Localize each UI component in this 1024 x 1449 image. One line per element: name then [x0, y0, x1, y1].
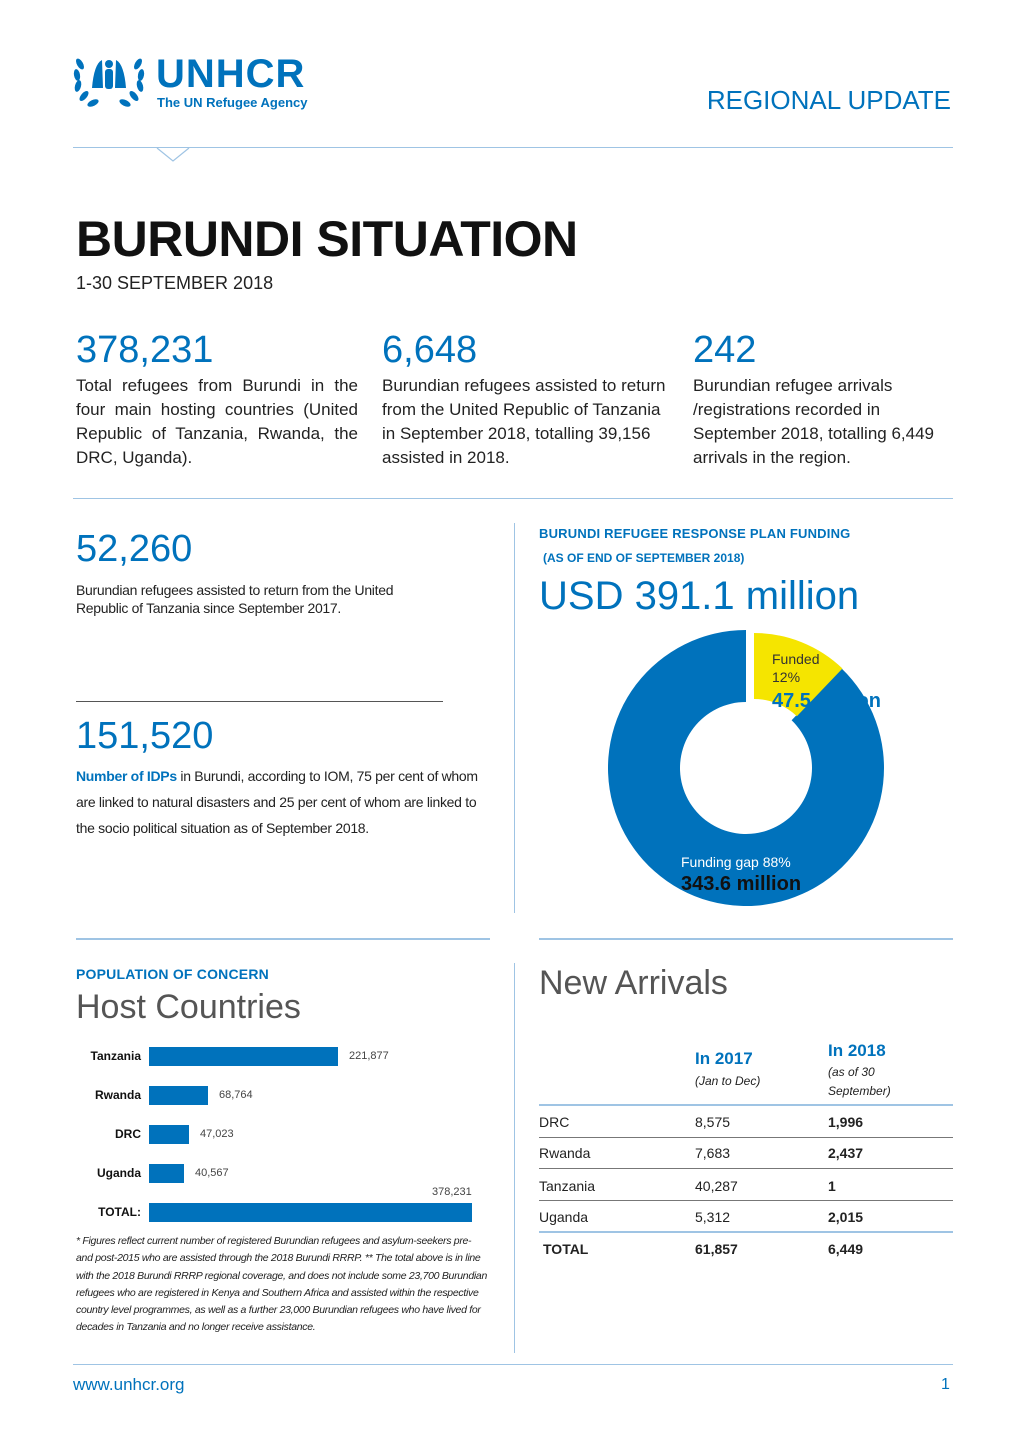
- gap-label: Funding gap 88%: [681, 854, 791, 870]
- funded-pct: 12%: [772, 669, 801, 685]
- returns-value: 52,260: [76, 528, 193, 570]
- lower-left-divider: [76, 938, 490, 940]
- footer-website-link[interactable]: www.unhcr.org: [73, 1375, 185, 1394]
- bar-value-label: 68,764: [219, 1089, 253, 1101]
- total-2018: 6,449: [828, 1241, 864, 1257]
- funding-caption: BURUNDI REFUGEE RESPONSE PLAN FUNDING: [539, 526, 851, 541]
- idps-desc-highlight: Number of IDPs: [76, 768, 177, 784]
- lower-right-divider: [539, 938, 953, 940]
- row-2017: 40,287: [695, 1178, 738, 1194]
- stat-total-refugees: 378,231: [76, 329, 214, 371]
- col-2018-header: In 2018: [828, 1041, 886, 1060]
- row-divider: [539, 1137, 953, 1138]
- row-2017: 7,683: [695, 1145, 731, 1161]
- org-tagline: The UN Refugee Agency: [157, 95, 308, 110]
- idps-value: 151,520: [76, 715, 214, 757]
- unhcr-emblem-icon: [72, 50, 146, 110]
- row-country: DRC: [539, 1114, 570, 1130]
- date-range: 1-30 SEPTEMBER 2018: [76, 273, 274, 293]
- stat-returns-september-desc: Burundian refugees assisted to return from the United Republic of Tanzania in September 2018, totalling 39,156 assisted in 2018.: [382, 376, 666, 467]
- bar-value-label: 378,231: [432, 1186, 472, 1198]
- stat-arrivals: 242: [693, 329, 757, 371]
- row-country: Rwanda: [539, 1145, 591, 1161]
- row-2018: 2,437: [828, 1145, 864, 1161]
- chevron-down-icon: [156, 147, 190, 163]
- col-2017-sub: (Jan to Dec): [695, 1074, 761, 1088]
- page-number: 1: [941, 1376, 950, 1393]
- funded-label: Funded: [772, 651, 820, 667]
- host-countries-heading: Host Countries: [76, 988, 301, 1026]
- row-divider: [539, 1168, 953, 1169]
- bar-label: Tanzania: [90, 1049, 141, 1063]
- row-country: Tanzania: [539, 1178, 596, 1194]
- stat-arrivals-desc: Burundian refugee arrivals /registrations recorded in September 2018, totalling 6,449 arrivals in the region.: [693, 376, 935, 467]
- bar-value-label: 40,567: [195, 1167, 229, 1179]
- funding-total: USD 391.1 million: [539, 574, 860, 618]
- bar-label: DRC: [115, 1127, 141, 1141]
- table-total-line: [539, 1231, 953, 1233]
- bar-label: Uganda: [96, 1166, 141, 1180]
- stat-total-refugees-desc: Total refugees from Burundi in the four main hosting countries (United Republic of Tanzania, Rwanda, the DRC, Uganda).: [76, 376, 358, 467]
- page-title: BURUNDI SITUATION: [76, 211, 578, 267]
- row-2018: 1: [828, 1178, 836, 1194]
- col-2018-sub: (as of 30 September): [828, 1065, 891, 1098]
- total-label: TOTAL: [543, 1241, 589, 1257]
- idps-desc-rest: in Burundi, according to IOM, 75 per cent of whom are linked to natural disasters and 25 per cent of whom are linked to the socio political situation as of September 2018.: [76, 768, 478, 836]
- row-country: Uganda: [539, 1209, 589, 1225]
- stats-divider: [73, 498, 953, 499]
- bar: [149, 1086, 208, 1105]
- bar-value-label: 47,023: [200, 1128, 234, 1140]
- header-divider: [73, 147, 953, 148]
- population-caption: POPULATION OF CONCERN: [76, 966, 269, 982]
- org-name: UNHCR: [156, 52, 306, 96]
- middle-vertical-divider: [514, 523, 515, 913]
- returns-idps-divider: [76, 701, 443, 702]
- report-type: REGIONAL UPDATE: [706, 85, 951, 115]
- footer-divider: [73, 1364, 953, 1365]
- row-2018: 1,996: [828, 1114, 864, 1130]
- gap-amount: 343.6 million: [681, 873, 802, 895]
- bar-label: TOTAL:: [98, 1205, 141, 1219]
- bar: [149, 1164, 184, 1183]
- unhcr-logo: [72, 50, 342, 110]
- bar-value-label: 221,877: [349, 1050, 389, 1062]
- lower-vertical-divider: [514, 963, 515, 1353]
- row-divider: [539, 1200, 953, 1201]
- bar: [149, 1125, 189, 1144]
- funded-amount: 47.5 million: [772, 690, 881, 712]
- population-footnote: * Figures reflect current number of registered Burundian refugees and asylum-seekers pre- and post-2015 who are assisted through the 2018 Burundi RRRP. ** The total above is in line with the 2018 Burundi RRRP regional coverage, and does not include some 23,700 Burundian refugees who are registered in Kenya and Southern Africa and assisted within the respective country level programmes, as well as a further 23,000 Burundian refugees who have lived for decades in Tanzania and no longer receive assistance.: [76, 1235, 487, 1334]
- bar-label: Rwanda: [94, 1088, 141, 1102]
- row-2018: 2,015: [828, 1209, 864, 1225]
- funding-caption-sub: (AS OF END OF SEPTEMBER 2018): [543, 551, 745, 565]
- returns-desc: Burundian refugees assisted to return from the United Republic of Tanzania since September 2017.: [76, 582, 394, 616]
- stat-returns-september: 6,648: [382, 329, 478, 371]
- new-arrivals-heading: New Arrivals: [539, 964, 728, 1002]
- col-2017-header: In 2017: [695, 1049, 753, 1068]
- bar: [149, 1047, 338, 1066]
- bar: [149, 1203, 472, 1222]
- row-2017: 8,575: [695, 1114, 731, 1130]
- table-header-line: [539, 1104, 953, 1106]
- row-2017: 5,312: [695, 1209, 731, 1225]
- total-2017: 61,857: [695, 1241, 738, 1257]
- idps-desc: [76, 763, 496, 841]
